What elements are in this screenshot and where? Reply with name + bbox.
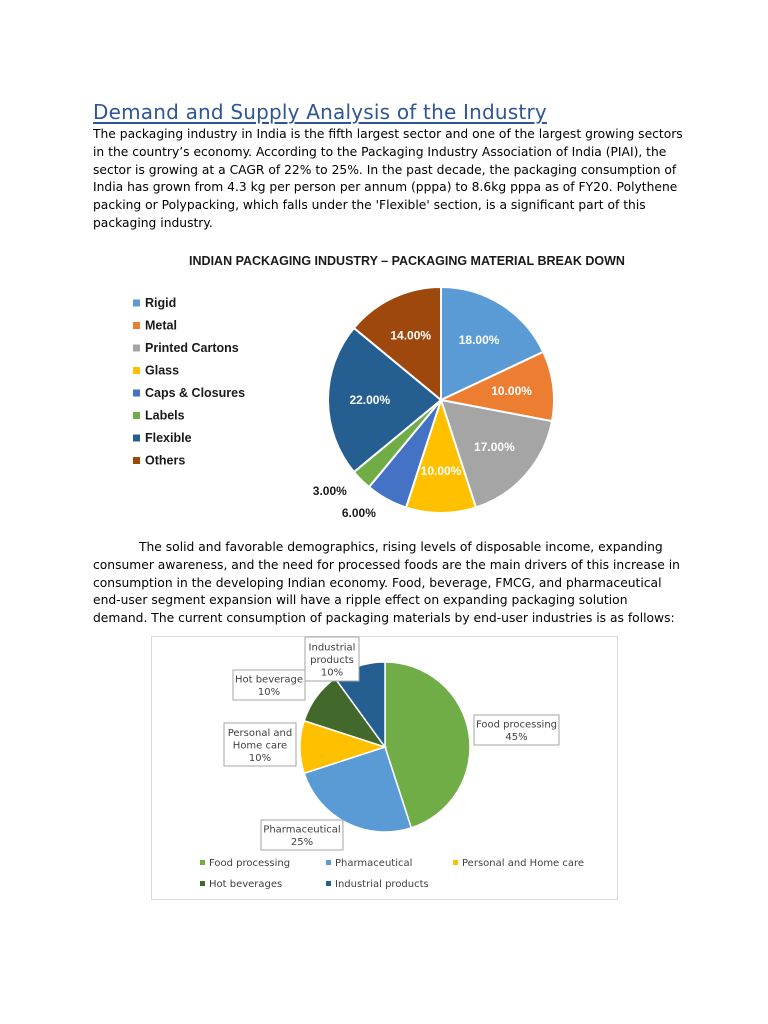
legend-swatch-others xyxy=(133,457,140,464)
data-label-printed-cartons: 17.00% xyxy=(474,440,515,455)
data-label-metal: 10.00% xyxy=(491,384,532,399)
legend-swatch-flexible xyxy=(133,435,140,442)
legend-label-caps-and-closures: Caps & Closures xyxy=(145,386,246,400)
data-label-others: 14.00% xyxy=(390,328,432,343)
legend-swatch-pharmaceutical xyxy=(326,860,331,865)
legend-swatch-personal-and-home-care xyxy=(453,860,458,865)
data-label-labels: 3.00% xyxy=(312,484,347,499)
data-label-glass: 10.00% xyxy=(420,464,462,479)
legend-swatch-printed-cartons xyxy=(133,345,140,352)
callout-text: 25% xyxy=(290,837,314,848)
callout-personal-and-home-care xyxy=(224,723,296,766)
callout-text: Hot beverage xyxy=(234,674,304,686)
legend-label-labels: Labels xyxy=(145,408,185,423)
legend-swatch-hot-beverages xyxy=(200,881,205,886)
legend-swatch-glass xyxy=(133,367,140,374)
callout-industrial-products xyxy=(305,637,359,681)
end-user-chart-frame xyxy=(151,636,618,900)
drivers-paragraph: The solid and favorable demographics, rising levels of disposable income, expanding consumer awareness, and the need for processed foods are the main drivers of this increase in consumption in the developing Indian economy. Food, beverage, FMCG, and pharmaceutical end-user segment expansion will have a ripple effect on expanding packaging solution demand. The current consumption of packaging materials by end-user industries is as follows: xyxy=(93,540,680,626)
pie-slices xyxy=(300,662,470,832)
chart-title: INDIAN PACKAGING INDUSTRY – PACKAGING MATERIAL BREAK DOWN xyxy=(189,254,625,268)
callout-text: products xyxy=(310,654,354,666)
legend-label-hot-beverages: Hot beverages xyxy=(209,879,283,890)
chart-legend xyxy=(200,858,584,890)
chart-legend xyxy=(133,296,245,468)
legend-label-rigid: Rigid xyxy=(145,296,177,310)
callout-text: 10% xyxy=(320,667,344,679)
legend-swatch-industrial-products xyxy=(326,881,331,886)
legend-label-metal: Metal xyxy=(145,318,177,333)
data-label-flexible: 22.00% xyxy=(349,393,391,407)
callout-text: Home care xyxy=(232,740,288,752)
packaging-material-pie-chart xyxy=(110,240,670,520)
legend-label-glass: Glass xyxy=(145,363,180,378)
legend-label-food-processing: Food processing xyxy=(209,858,291,869)
callout-text: 10% xyxy=(257,687,281,698)
callout-text: 10% xyxy=(248,752,272,764)
legend-label-pharmaceutical: Pharmaceutical xyxy=(335,858,413,869)
legend-label-printed-cartons: Printed Cartons xyxy=(145,341,239,355)
callout-text: 45% xyxy=(505,732,528,743)
callout-text: Food processing xyxy=(475,719,558,731)
callout-pharmaceutical xyxy=(261,820,343,850)
end-user-pie-chart xyxy=(152,637,617,899)
data-label-caps-and-closures: 6.00% xyxy=(341,506,376,520)
callout-text: Industrial xyxy=(308,642,356,654)
callout-hot-beverages xyxy=(233,670,305,700)
legend-swatch-rigid xyxy=(133,300,140,307)
legend-label-flexible: Flexible xyxy=(145,431,192,445)
legend-label-personal-and-home-care: Personal and Home care xyxy=(462,858,585,869)
callout-food-processing xyxy=(474,715,559,745)
callout-text: Pharmaceutical xyxy=(263,824,341,836)
legend-label-others: Others xyxy=(145,453,186,468)
legend-swatch-caps-and-closures xyxy=(133,390,140,397)
legend-label-industrial-products: Industrial products xyxy=(335,879,429,890)
data-label-rigid: 18.00% xyxy=(458,332,500,347)
legend-swatch-metal xyxy=(133,322,140,329)
legend-swatch-labels xyxy=(133,412,140,419)
intro-paragraph: The packaging industry in India is the fifth largest sector and one of the largest growing sectors in the country’s economy. According to the Packaging Industry Association of India (PIAI), the sector is growing at a CAGR of 22% to 25%. In the past decade, the packaging consumption of India has grown from 4.3 kg per person per annum (pppa) to 8.6kg pppa as of FY20. Polythene packing or Polypacking, which falls under the 'Flexible' section, is a significant part of this packaging industry. xyxy=(93,127,683,230)
legend-swatch-food-processing xyxy=(200,860,205,865)
callout-text: Personal and xyxy=(227,727,293,739)
section-heading: Demand and Supply Analysis of the Industry xyxy=(93,100,547,124)
